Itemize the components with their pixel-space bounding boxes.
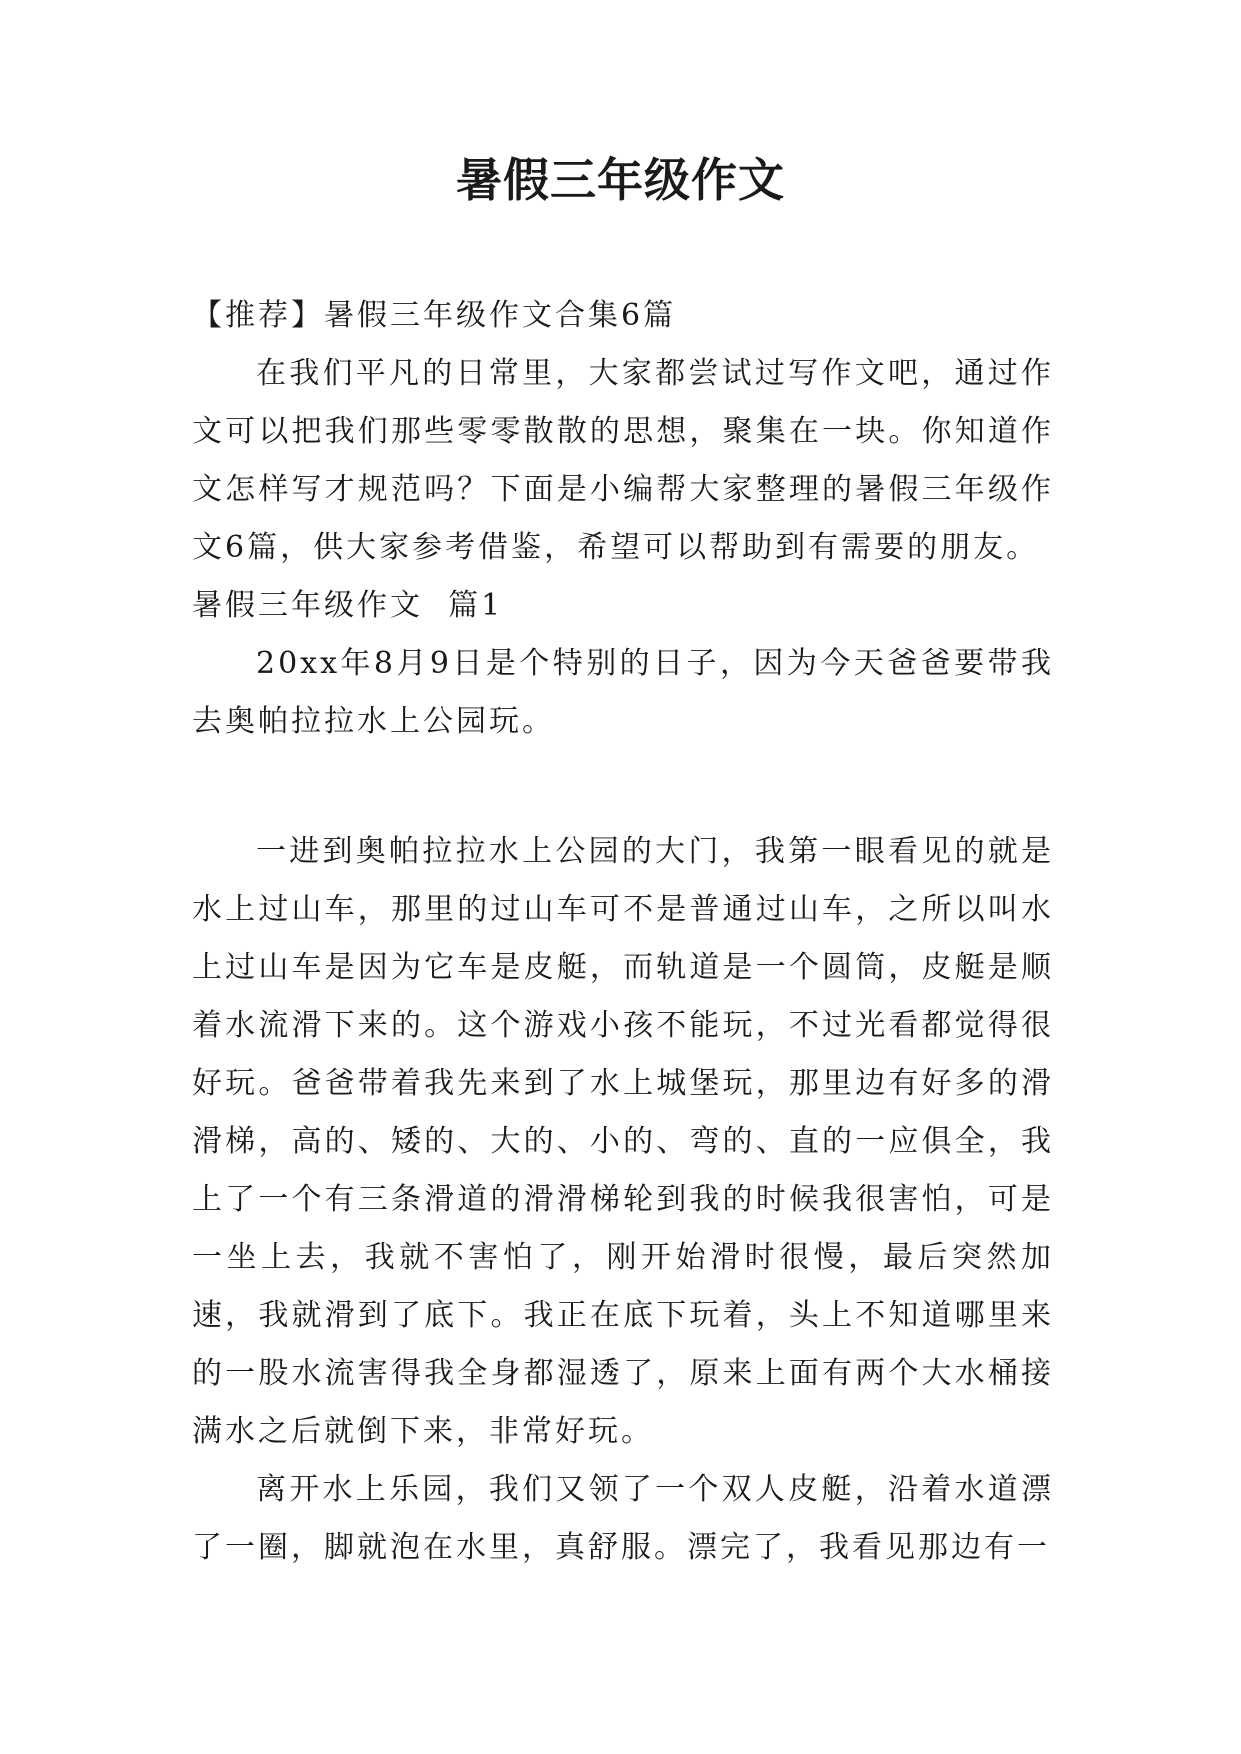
subtitle: 【推荐】暑假三年级作文合集6篇: [192, 298, 677, 333]
section-heading: 暑假三年级作文 篇1: [192, 588, 504, 623]
paragraph-2: 一进到奥帕拉拉水上公园的大门，我第一眼看见的就是水上过山车，那里的过山车可不是普通过山车，之所以叫水上过山车是因为它车是皮艇，而轨道是一个圆筒，皮艇是顺着水流滑下来的。这个游戏小孩不能玩，不过光看都觉得很好玩。爸爸带着我先来到了水上城堡玩，那里边有好多的滑滑梯，高的、矮的、大的、小的、弯的、直的一应俱全，我上了一个有三条滑道的滑滑梯轮到我的时候我很害怕，可是一坐上去，我就不害怕了，刚开始滑时很慢，最后突然加速，我就滑到了底下。我正在底下玩着，头上不知道哪里来的一股水流害得我全身都湿透了，原来上面有两个大水桶接满水之后就倒下来，非常好玩。: [192, 834, 1054, 1449]
document-title: 暑假三年级作文: [456, 153, 785, 207]
document-body: [192, 287, 1054, 1577]
paragraph-1: 20xx年8月9日是个特别的日子，因为今天爸爸要带我去奥帕拉拉水上公园玩。: [192, 646, 1054, 739]
paragraph-3: 离开水上乐园，我们又领了一个双人皮艇，沿着水道漂了一圈，脚就泡在水里，真舒服。漂完了，我看见那边有一: [192, 1472, 1054, 1565]
paragraph-spacer: [192, 751, 1054, 823]
intro-paragraph: 在我们平凡的日常里，大家都尝试过写作文吧，通过作文可以把我们那些零零散散的思想，聚集在一块。你知道作文怎样写才规范吗？下面是小编帮大家整理的暑假三年级作文6篇，供大家参考借鉴，希望可以帮助到有需要的朋友。: [192, 356, 1054, 565]
